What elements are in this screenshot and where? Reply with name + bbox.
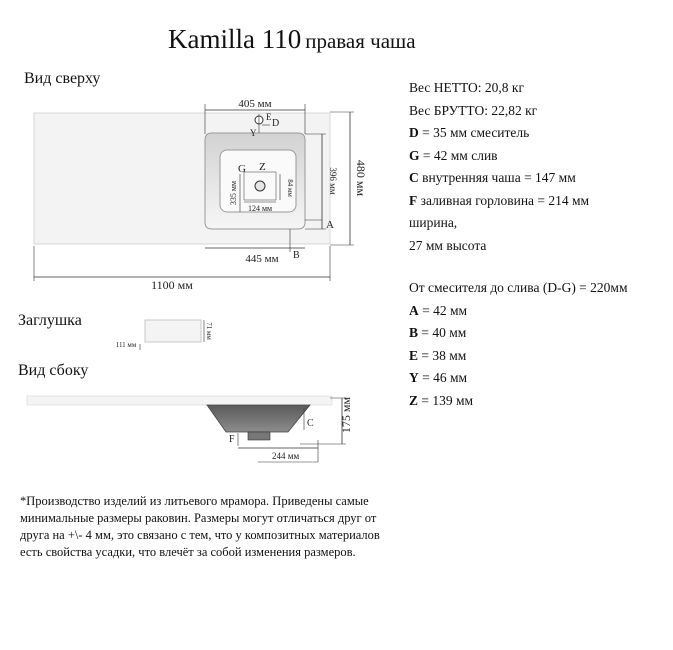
plug-shape [145,320,201,342]
label-a: A [326,219,334,231]
dim-124-label: 124 мм [247,204,273,213]
dim-84-label: 84 мм [286,179,294,197]
dim-1100-label: 1100 мм [151,278,193,292]
label-c: C [307,418,314,429]
label-f: F [229,434,235,445]
model-name: Kamilla 110 [168,24,302,54]
label-d: D [272,118,280,129]
spec-a: A = 42 мм [409,302,468,318]
dim-480-label: 480 мм [354,159,368,197]
countertop-side [27,396,332,405]
footnote: *Производство изделий из литьевого мрамора. Приведены самые минимальные размеры раковин. Размеры могут отличаться друг от друга на +\- 4 мм, это связано с тем, что у композитных материалов есть свойства усадки, что влечёт за собой изменения размеров. [20,494,380,559]
spec-dg: От смесителя до слива (D-G) = 220мм [409,280,628,295]
dim-445-label: 445 мм [245,253,279,265]
dim-335-label: 335 мм [229,180,238,206]
label-e: E [266,112,272,122]
spec-f-line2: ширина, [409,215,458,230]
dim-405-label: 405 мм [238,98,272,110]
side-view-heading: Вид сбоку [18,362,89,379]
dim-111-label: 111 мм [115,341,137,349]
specs-panel [409,77,628,412]
dim-175-label: 175 мм [339,396,353,434]
label-z: Z [259,161,266,173]
drain-neck [248,432,270,440]
spec-f: F заливная горловина = 214 мм [409,192,590,208]
drain-hole [255,181,265,191]
dim-244-label: 244 мм [272,451,300,461]
top-view-heading: Вид сверху [24,70,101,87]
spec-z: Z = 139 мм [409,392,474,408]
spacer [409,257,628,277]
spec-y: Y = 46 мм [409,370,468,385]
label-y: Y [250,128,257,138]
spec-b: B = 40 мм [409,325,467,340]
spec-g: G = 42 мм слив [409,147,498,163]
weight-net: Вес НЕТТО: 20,8 кг [409,80,524,95]
spec-d: D = 35 мм смеситель [409,125,530,140]
spec-e: E = 38 мм [409,347,467,363]
side-view [27,396,353,462]
top-view [34,98,368,292]
label-b: B [293,250,300,261]
plug-view [116,320,213,350]
weight-gross: Вес БРУТТО: 22,82 кг [409,102,538,118]
plug-heading: Заглушка [18,312,82,329]
spec-c: С внутренняя чаша = 147 мм [409,170,576,185]
dim-71-label: 71 мм [205,322,213,340]
bowl-side [207,405,310,432]
dim-396-label: 396 мм [328,167,338,195]
model-variant: правая чаша [305,29,416,53]
spec-f-line3: 27 мм высота [409,237,487,253]
label-g: G [238,163,246,175]
